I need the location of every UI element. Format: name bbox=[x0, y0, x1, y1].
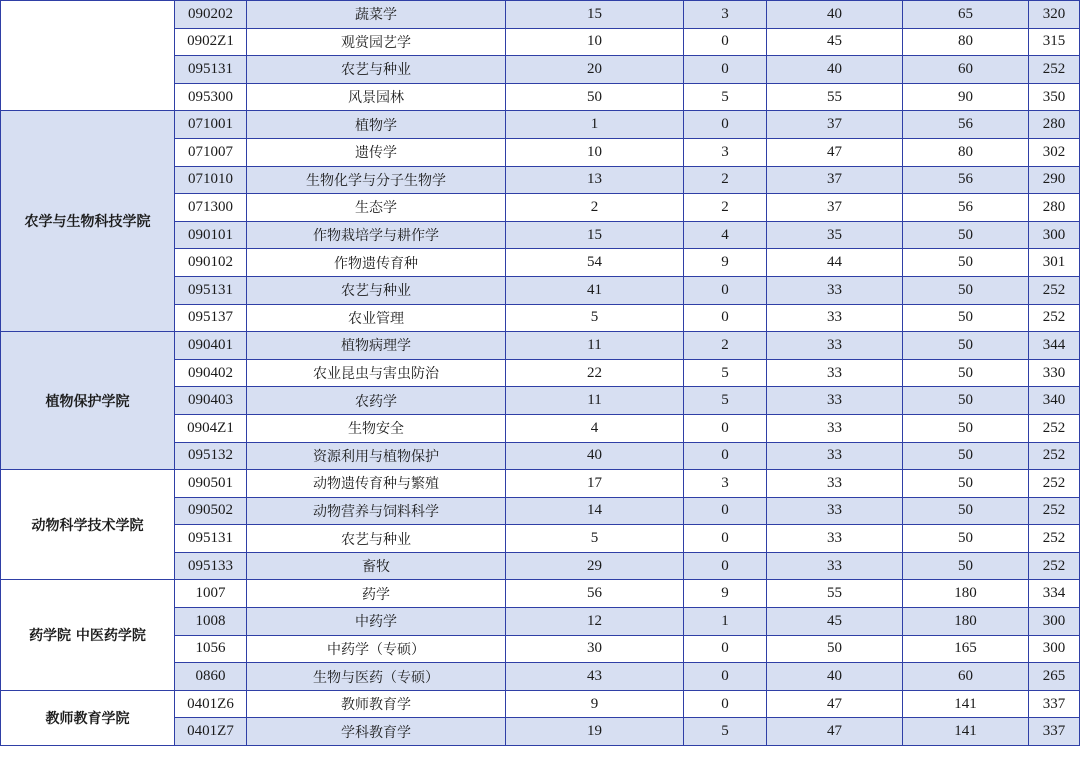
total-score-cell: 334 bbox=[1029, 580, 1080, 608]
code-cell: 090402 bbox=[175, 359, 247, 387]
major-name-cell: 农艺与种业 bbox=[247, 56, 506, 84]
code-cell: 090102 bbox=[175, 249, 247, 277]
value-cell: 56 bbox=[903, 194, 1029, 222]
major-name-cell: 风景园林 bbox=[247, 83, 506, 111]
value-cell: 47 bbox=[767, 718, 903, 746]
value-cell: 20 bbox=[506, 56, 684, 84]
major-name-cell: 动物营养与饲料科学 bbox=[247, 497, 506, 525]
code-cell: 0860 bbox=[175, 663, 247, 691]
code-cell: 0902Z1 bbox=[175, 28, 247, 56]
value-cell: 1 bbox=[684, 608, 767, 636]
total-score-cell: 315 bbox=[1029, 28, 1080, 56]
value-cell: 0 bbox=[684, 276, 767, 304]
value-cell: 33 bbox=[767, 497, 903, 525]
major-name-cell: 生物安全 bbox=[247, 414, 506, 442]
code-cell: 090403 bbox=[175, 387, 247, 415]
value-cell: 45 bbox=[767, 28, 903, 56]
value-cell: 3 bbox=[684, 470, 767, 498]
total-score-cell: 280 bbox=[1029, 194, 1080, 222]
college-cell bbox=[1, 1, 175, 111]
total-score-cell: 330 bbox=[1029, 359, 1080, 387]
college-cell: 药学院 中医药学院 bbox=[1, 580, 175, 690]
value-cell: 22 bbox=[506, 359, 684, 387]
value-cell: 37 bbox=[767, 194, 903, 222]
total-score-cell: 337 bbox=[1029, 718, 1080, 746]
value-cell: 11 bbox=[506, 332, 684, 360]
value-cell: 43 bbox=[506, 663, 684, 691]
code-cell: 090401 bbox=[175, 332, 247, 360]
total-score-cell: 301 bbox=[1029, 249, 1080, 277]
value-cell: 0 bbox=[684, 111, 767, 139]
value-cell: 50 bbox=[903, 221, 1029, 249]
value-cell: 11 bbox=[506, 387, 684, 415]
value-cell: 33 bbox=[767, 304, 903, 332]
value-cell: 33 bbox=[767, 525, 903, 553]
value-cell: 55 bbox=[767, 83, 903, 111]
value-cell: 14 bbox=[506, 497, 684, 525]
value-cell: 50 bbox=[903, 525, 1029, 553]
value-cell: 2 bbox=[506, 194, 684, 222]
major-name-cell: 药学 bbox=[247, 580, 506, 608]
major-name-cell: 中药学 bbox=[247, 608, 506, 636]
value-cell: 141 bbox=[903, 718, 1029, 746]
value-cell: 33 bbox=[767, 359, 903, 387]
value-cell: 1 bbox=[506, 111, 684, 139]
code-cell: 0401Z7 bbox=[175, 718, 247, 746]
value-cell: 0 bbox=[684, 28, 767, 56]
table-row bbox=[1, 690, 1080, 718]
total-score-cell: 252 bbox=[1029, 552, 1080, 580]
value-cell: 35 bbox=[767, 221, 903, 249]
code-cell: 095133 bbox=[175, 552, 247, 580]
total-score-cell: 252 bbox=[1029, 525, 1080, 553]
code-cell: 1007 bbox=[175, 580, 247, 608]
total-score-cell: 300 bbox=[1029, 608, 1080, 636]
value-cell: 50 bbox=[903, 442, 1029, 470]
major-name-cell: 植物学 bbox=[247, 111, 506, 139]
value-cell: 15 bbox=[506, 1, 684, 29]
table-row bbox=[1, 1, 1080, 29]
value-cell: 40 bbox=[767, 1, 903, 29]
major-name-cell: 农艺与种业 bbox=[247, 525, 506, 553]
value-cell: 141 bbox=[903, 690, 1029, 718]
value-cell: 165 bbox=[903, 635, 1029, 663]
value-cell: 50 bbox=[767, 635, 903, 663]
table-row bbox=[1, 332, 1080, 360]
value-cell: 4 bbox=[684, 221, 767, 249]
value-cell: 50 bbox=[903, 332, 1029, 360]
table-row bbox=[1, 580, 1080, 608]
value-cell: 33 bbox=[767, 552, 903, 580]
total-score-cell: 290 bbox=[1029, 166, 1080, 194]
value-cell: 0 bbox=[684, 442, 767, 470]
value-cell: 60 bbox=[903, 663, 1029, 691]
value-cell: 2 bbox=[684, 332, 767, 360]
value-cell: 50 bbox=[903, 497, 1029, 525]
code-cell: 071010 bbox=[175, 166, 247, 194]
value-cell: 90 bbox=[903, 83, 1029, 111]
total-score-cell: 300 bbox=[1029, 221, 1080, 249]
code-cell: 090202 bbox=[175, 1, 247, 29]
major-name-cell: 植物病理学 bbox=[247, 332, 506, 360]
value-cell: 2 bbox=[684, 166, 767, 194]
code-cell: 1008 bbox=[175, 608, 247, 636]
value-cell: 50 bbox=[903, 470, 1029, 498]
value-cell: 3 bbox=[684, 138, 767, 166]
value-cell: 5 bbox=[506, 525, 684, 553]
major-name-cell: 蔬菜学 bbox=[247, 1, 506, 29]
value-cell: 0 bbox=[684, 663, 767, 691]
value-cell: 12 bbox=[506, 608, 684, 636]
value-cell: 10 bbox=[506, 28, 684, 56]
value-cell: 56 bbox=[506, 580, 684, 608]
value-cell: 2 bbox=[684, 194, 767, 222]
major-name-cell: 作物栽培学与耕作学 bbox=[247, 221, 506, 249]
major-name-cell: 生态学 bbox=[247, 194, 506, 222]
total-score-cell: 320 bbox=[1029, 1, 1080, 29]
major-name-cell: 遗传学 bbox=[247, 138, 506, 166]
value-cell: 33 bbox=[767, 332, 903, 360]
value-cell: 33 bbox=[767, 414, 903, 442]
value-cell: 50 bbox=[903, 276, 1029, 304]
value-cell: 180 bbox=[903, 580, 1029, 608]
major-name-cell: 农业管理 bbox=[247, 304, 506, 332]
total-score-cell: 252 bbox=[1029, 414, 1080, 442]
value-cell: 44 bbox=[767, 249, 903, 277]
value-cell: 40 bbox=[506, 442, 684, 470]
value-cell: 10 bbox=[506, 138, 684, 166]
value-cell: 9 bbox=[506, 690, 684, 718]
major-name-cell: 观赏园艺学 bbox=[247, 28, 506, 56]
college-cell: 植物保护学院 bbox=[1, 332, 175, 470]
value-cell: 80 bbox=[903, 28, 1029, 56]
value-cell: 37 bbox=[767, 111, 903, 139]
code-cell: 071007 bbox=[175, 138, 247, 166]
total-score-cell: 265 bbox=[1029, 663, 1080, 691]
code-cell: 0401Z6 bbox=[175, 690, 247, 718]
total-score-cell: 300 bbox=[1029, 635, 1080, 663]
code-cell: 095132 bbox=[175, 442, 247, 470]
value-cell: 0 bbox=[684, 525, 767, 553]
total-score-cell: 252 bbox=[1029, 497, 1080, 525]
total-score-cell: 344 bbox=[1029, 332, 1080, 360]
code-cell: 095131 bbox=[175, 56, 247, 84]
code-cell: 095300 bbox=[175, 83, 247, 111]
value-cell: 54 bbox=[506, 249, 684, 277]
major-name-cell: 资源利用与植物保护 bbox=[247, 442, 506, 470]
value-cell: 50 bbox=[506, 83, 684, 111]
major-name-cell: 畜牧 bbox=[247, 552, 506, 580]
value-cell: 30 bbox=[506, 635, 684, 663]
value-cell: 65 bbox=[903, 1, 1029, 29]
total-score-cell: 340 bbox=[1029, 387, 1080, 415]
value-cell: 80 bbox=[903, 138, 1029, 166]
value-cell: 29 bbox=[506, 552, 684, 580]
value-cell: 33 bbox=[767, 387, 903, 415]
value-cell: 0 bbox=[684, 690, 767, 718]
code-cell: 071300 bbox=[175, 194, 247, 222]
table-row bbox=[1, 111, 1080, 139]
value-cell: 33 bbox=[767, 442, 903, 470]
total-score-cell: 252 bbox=[1029, 276, 1080, 304]
value-cell: 4 bbox=[506, 414, 684, 442]
major-name-cell: 生物化学与分子生物学 bbox=[247, 166, 506, 194]
value-cell: 0 bbox=[684, 414, 767, 442]
value-cell: 40 bbox=[767, 56, 903, 84]
value-cell: 37 bbox=[767, 166, 903, 194]
value-cell: 50 bbox=[903, 387, 1029, 415]
value-cell: 9 bbox=[684, 249, 767, 277]
value-cell: 56 bbox=[903, 111, 1029, 139]
code-cell: 095131 bbox=[175, 276, 247, 304]
value-cell: 5 bbox=[506, 304, 684, 332]
value-cell: 3 bbox=[684, 1, 767, 29]
code-cell: 071001 bbox=[175, 111, 247, 139]
value-cell: 33 bbox=[767, 470, 903, 498]
value-cell: 5 bbox=[684, 359, 767, 387]
total-score-cell: 337 bbox=[1029, 690, 1080, 718]
college-cell: 教师教育学院 bbox=[1, 690, 175, 745]
total-score-cell: 252 bbox=[1029, 442, 1080, 470]
total-score-cell: 252 bbox=[1029, 56, 1080, 84]
value-cell: 55 bbox=[767, 580, 903, 608]
value-cell: 50 bbox=[903, 304, 1029, 332]
value-cell: 15 bbox=[506, 221, 684, 249]
value-cell: 5 bbox=[684, 387, 767, 415]
code-cell: 095137 bbox=[175, 304, 247, 332]
value-cell: 5 bbox=[684, 718, 767, 746]
table-row bbox=[1, 470, 1080, 498]
code-cell: 1056 bbox=[175, 635, 247, 663]
value-cell: 60 bbox=[903, 56, 1029, 84]
code-cell: 090502 bbox=[175, 497, 247, 525]
total-score-cell: 252 bbox=[1029, 470, 1080, 498]
value-cell: 41 bbox=[506, 276, 684, 304]
code-cell: 090501 bbox=[175, 470, 247, 498]
value-cell: 50 bbox=[903, 414, 1029, 442]
value-cell: 0 bbox=[684, 635, 767, 663]
value-cell: 17 bbox=[506, 470, 684, 498]
value-cell: 50 bbox=[903, 249, 1029, 277]
value-cell: 45 bbox=[767, 608, 903, 636]
value-cell: 47 bbox=[767, 690, 903, 718]
value-cell: 5 bbox=[684, 83, 767, 111]
total-score-cell: 252 bbox=[1029, 304, 1080, 332]
major-name-cell: 学科教育学 bbox=[247, 718, 506, 746]
value-cell: 19 bbox=[506, 718, 684, 746]
major-name-cell: 农艺与种业 bbox=[247, 276, 506, 304]
major-name-cell: 中药学（专硕） bbox=[247, 635, 506, 663]
total-score-cell: 280 bbox=[1029, 111, 1080, 139]
value-cell: 56 bbox=[903, 166, 1029, 194]
code-cell: 095131 bbox=[175, 525, 247, 553]
score-table-body bbox=[1, 1, 1080, 746]
value-cell: 13 bbox=[506, 166, 684, 194]
total-score-cell: 350 bbox=[1029, 83, 1080, 111]
value-cell: 50 bbox=[903, 552, 1029, 580]
value-cell: 0 bbox=[684, 497, 767, 525]
major-name-cell: 动物遗传育种与繁殖 bbox=[247, 470, 506, 498]
major-name-cell: 农药学 bbox=[247, 387, 506, 415]
code-cell: 0904Z1 bbox=[175, 414, 247, 442]
value-cell: 40 bbox=[767, 663, 903, 691]
major-name-cell: 教师教育学 bbox=[247, 690, 506, 718]
value-cell: 180 bbox=[903, 608, 1029, 636]
value-cell: 0 bbox=[684, 56, 767, 84]
value-cell: 0 bbox=[684, 304, 767, 332]
total-score-cell: 302 bbox=[1029, 138, 1080, 166]
value-cell: 9 bbox=[684, 580, 767, 608]
major-name-cell: 生物与医药（专硕） bbox=[247, 663, 506, 691]
code-cell: 090101 bbox=[175, 221, 247, 249]
value-cell: 50 bbox=[903, 359, 1029, 387]
value-cell: 33 bbox=[767, 276, 903, 304]
college-cell: 农学与生物科技学院 bbox=[1, 111, 175, 332]
major-name-cell: 农业昆虫与害虫防治 bbox=[247, 359, 506, 387]
college-cell: 动物科学技术学院 bbox=[1, 470, 175, 580]
value-cell: 0 bbox=[684, 552, 767, 580]
value-cell: 47 bbox=[767, 138, 903, 166]
major-name-cell: 作物遗传育种 bbox=[247, 249, 506, 277]
